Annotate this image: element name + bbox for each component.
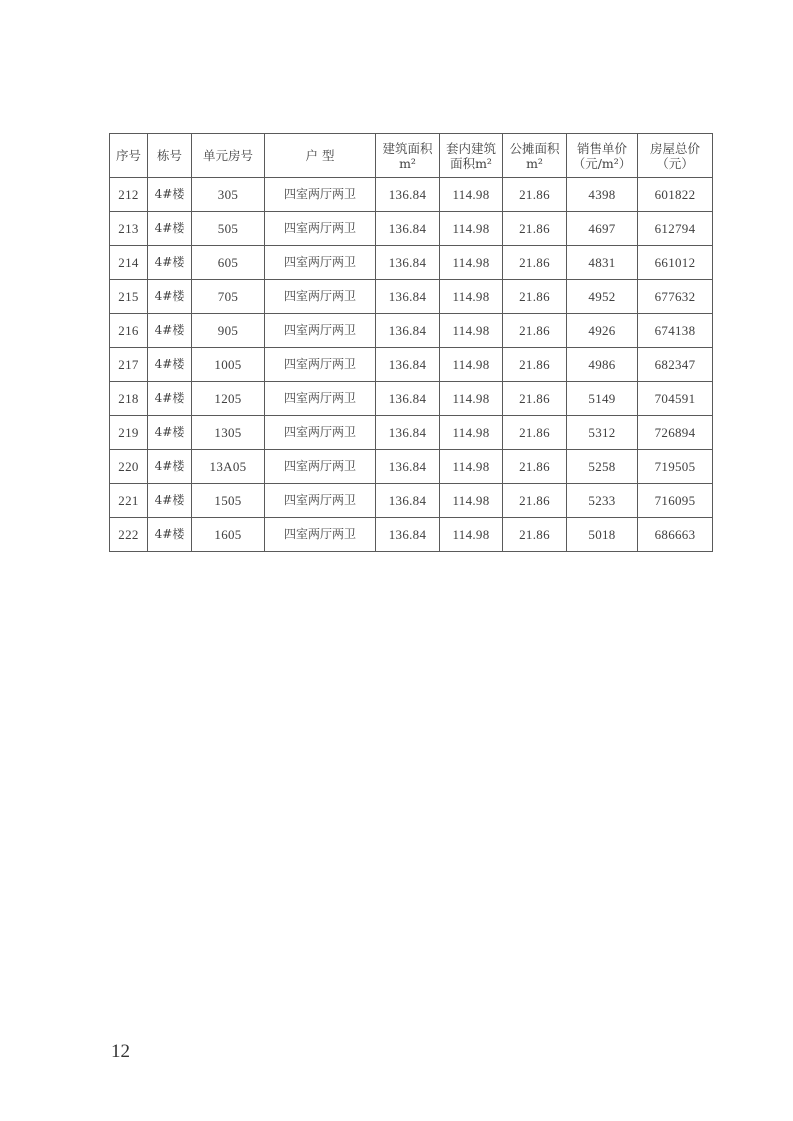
cell-unit-price: 5018 <box>567 518 638 552</box>
cell-unit-room-number: 705 <box>192 280 265 314</box>
cell-building-number: 4#楼 <box>148 518 192 552</box>
table-row <box>110 416 713 450</box>
cell-unit-price: 4952 <box>567 280 638 314</box>
header-text-line: 建筑面积 <box>382 140 433 156</box>
cell-layout: 四室两厅两卫 <box>265 518 376 552</box>
cell-serial-number: 222 <box>110 518 148 552</box>
cell-total-price: 682347 <box>638 348 713 382</box>
header-interior-area <box>440 134 503 178</box>
cell-unit-price: 4831 <box>567 246 638 280</box>
header-text-line: 套内建筑 <box>445 140 496 156</box>
cell-building-number: 4#楼 <box>148 314 192 348</box>
page-number: 12 <box>111 1041 130 1062</box>
header-text-line: 单元房号 <box>202 148 253 163</box>
cell-layout: 四室两厅两卫 <box>265 212 376 246</box>
cell-building-area: 136.84 <box>376 212 440 246</box>
cell-layout: 四室两厅两卫 <box>265 382 376 416</box>
cell-unit-price: 5233 <box>567 484 638 518</box>
table-header-row <box>110 134 713 178</box>
header-text-line: m² <box>526 155 543 171</box>
cell-interior-area: 114.98 <box>440 348 503 382</box>
cell-serial-number: 215 <box>110 280 148 314</box>
cell-building-area: 136.84 <box>376 348 440 382</box>
cell-building-number: 4#楼 <box>148 484 192 518</box>
cell-building-area: 136.84 <box>376 280 440 314</box>
cell-interior-area: 114.98 <box>440 280 503 314</box>
cell-unit-room-number: 1305 <box>192 416 265 450</box>
cell-building-area: 136.84 <box>376 178 440 212</box>
cell-layout: 四室两厅两卫 <box>265 280 376 314</box>
cell-building-area: 136.84 <box>376 518 440 552</box>
cell-serial-number: 213 <box>110 212 148 246</box>
cell-interior-area: 114.98 <box>440 314 503 348</box>
cell-shared-area: 21.86 <box>503 416 567 450</box>
header-total-price <box>638 134 713 178</box>
cell-interior-area: 114.98 <box>440 212 503 246</box>
header-text-line: 序号 <box>115 148 141 163</box>
cell-total-price: 726894 <box>638 416 713 450</box>
cell-shared-area: 21.86 <box>503 246 567 280</box>
cell-unit-price: 4697 <box>567 212 638 246</box>
cell-building-area: 136.84 <box>376 416 440 450</box>
cell-serial-number: 221 <box>110 484 148 518</box>
cell-serial-number: 214 <box>110 246 148 280</box>
cell-serial-number: 219 <box>110 416 148 450</box>
cell-unit-room-number: 1205 <box>192 382 265 416</box>
header-shared-area <box>503 134 567 178</box>
cell-unit-room-number: 1005 <box>192 348 265 382</box>
header-building-number <box>148 134 192 178</box>
cell-serial-number: 216 <box>110 314 148 348</box>
cell-building-number: 4#楼 <box>148 450 192 484</box>
cell-unit-room-number: 13A05 <box>192 450 265 484</box>
table-row <box>110 484 713 518</box>
cell-unit-room-number: 305 <box>192 178 265 212</box>
table-row <box>110 178 713 212</box>
cell-interior-area: 114.98 <box>440 382 503 416</box>
header-text-line: 面积m² <box>450 155 492 171</box>
cell-total-price: 704591 <box>638 382 713 416</box>
table-row <box>110 314 713 348</box>
cell-layout: 四室两厅两卫 <box>265 348 376 382</box>
cell-layout: 四室两厅两卫 <box>265 246 376 280</box>
cell-layout: 四室两厅两卫 <box>265 484 376 518</box>
table-body <box>110 178 713 552</box>
header-building-area <box>376 134 440 178</box>
cell-shared-area: 21.86 <box>503 280 567 314</box>
cell-total-price: 677632 <box>638 280 713 314</box>
cell-serial-number: 217 <box>110 348 148 382</box>
cell-building-number: 4#楼 <box>148 382 192 416</box>
cell-building-number: 4#楼 <box>148 348 192 382</box>
header-text-line: （元/m²） <box>572 155 632 171</box>
header-text-line: 栋号 <box>156 148 182 163</box>
cell-shared-area: 21.86 <box>503 348 567 382</box>
cell-interior-area: 114.98 <box>440 416 503 450</box>
header-text-line: m² <box>399 155 416 171</box>
header-text-line: 公摊面积 <box>509 140 560 156</box>
cell-interior-area: 114.98 <box>440 484 503 518</box>
cell-total-price: 612794 <box>638 212 713 246</box>
cell-shared-area: 21.86 <box>503 314 567 348</box>
table-row <box>110 348 713 382</box>
housing-price-table <box>109 133 713 552</box>
cell-interior-area: 114.98 <box>440 518 503 552</box>
table-row <box>110 450 713 484</box>
cell-building-number: 4#楼 <box>148 246 192 280</box>
header-text-line: 户 型 <box>305 148 335 163</box>
header-text-line: （元） <box>656 155 694 171</box>
cell-serial-number: 220 <box>110 450 148 484</box>
cell-building-number: 4#楼 <box>148 280 192 314</box>
cell-total-price: 674138 <box>638 314 713 348</box>
cell-building-number: 4#楼 <box>148 212 192 246</box>
cell-building-area: 136.84 <box>376 314 440 348</box>
cell-shared-area: 21.86 <box>503 450 567 484</box>
cell-unit-price: 5312 <box>567 416 638 450</box>
cell-interior-area: 114.98 <box>440 178 503 212</box>
cell-building-number: 4#楼 <box>148 416 192 450</box>
header-serial-number <box>110 134 148 178</box>
cell-unit-room-number: 505 <box>192 212 265 246</box>
table-row <box>110 518 713 552</box>
header-text-line: 销售单价 <box>576 140 627 156</box>
cell-unit-price: 4926 <box>567 314 638 348</box>
cell-shared-area: 21.86 <box>503 212 567 246</box>
cell-shared-area: 21.86 <box>503 518 567 552</box>
cell-unit-room-number: 905 <box>192 314 265 348</box>
cell-unit-room-number: 1505 <box>192 484 265 518</box>
table-row <box>110 280 713 314</box>
cell-unit-price: 5149 <box>567 382 638 416</box>
cell-building-area: 136.84 <box>376 450 440 484</box>
header-unit-room-number <box>192 134 265 178</box>
cell-total-price: 716095 <box>638 484 713 518</box>
cell-total-price: 661012 <box>638 246 713 280</box>
cell-building-area: 136.84 <box>376 246 440 280</box>
cell-interior-area: 114.98 <box>440 450 503 484</box>
cell-layout: 四室两厅两卫 <box>265 450 376 484</box>
table-row <box>110 382 713 416</box>
table-row <box>110 212 713 246</box>
cell-unit-price: 4986 <box>567 348 638 382</box>
cell-unit-price: 4398 <box>567 178 638 212</box>
cell-serial-number: 212 <box>110 178 148 212</box>
cell-building-area: 136.84 <box>376 382 440 416</box>
cell-layout: 四室两厅两卫 <box>265 416 376 450</box>
cell-shared-area: 21.86 <box>503 484 567 518</box>
cell-serial-number: 218 <box>110 382 148 416</box>
cell-layout: 四室两厅两卫 <box>265 178 376 212</box>
cell-unit-room-number: 1605 <box>192 518 265 552</box>
cell-building-area: 136.84 <box>376 484 440 518</box>
cell-layout: 四室两厅两卫 <box>265 314 376 348</box>
header-unit-price <box>567 134 638 178</box>
cell-unit-room-number: 605 <box>192 246 265 280</box>
table-row <box>110 246 713 280</box>
header-text-line: 房屋总价 <box>649 140 700 156</box>
cell-shared-area: 21.86 <box>503 178 567 212</box>
header-layout <box>265 134 376 178</box>
cell-interior-area: 114.98 <box>440 246 503 280</box>
cell-total-price: 601822 <box>638 178 713 212</box>
cell-shared-area: 21.86 <box>503 382 567 416</box>
cell-building-number: 4#楼 <box>148 178 192 212</box>
cell-total-price: 719505 <box>638 450 713 484</box>
cell-total-price: 686663 <box>638 518 713 552</box>
cell-unit-price: 5258 <box>567 450 638 484</box>
